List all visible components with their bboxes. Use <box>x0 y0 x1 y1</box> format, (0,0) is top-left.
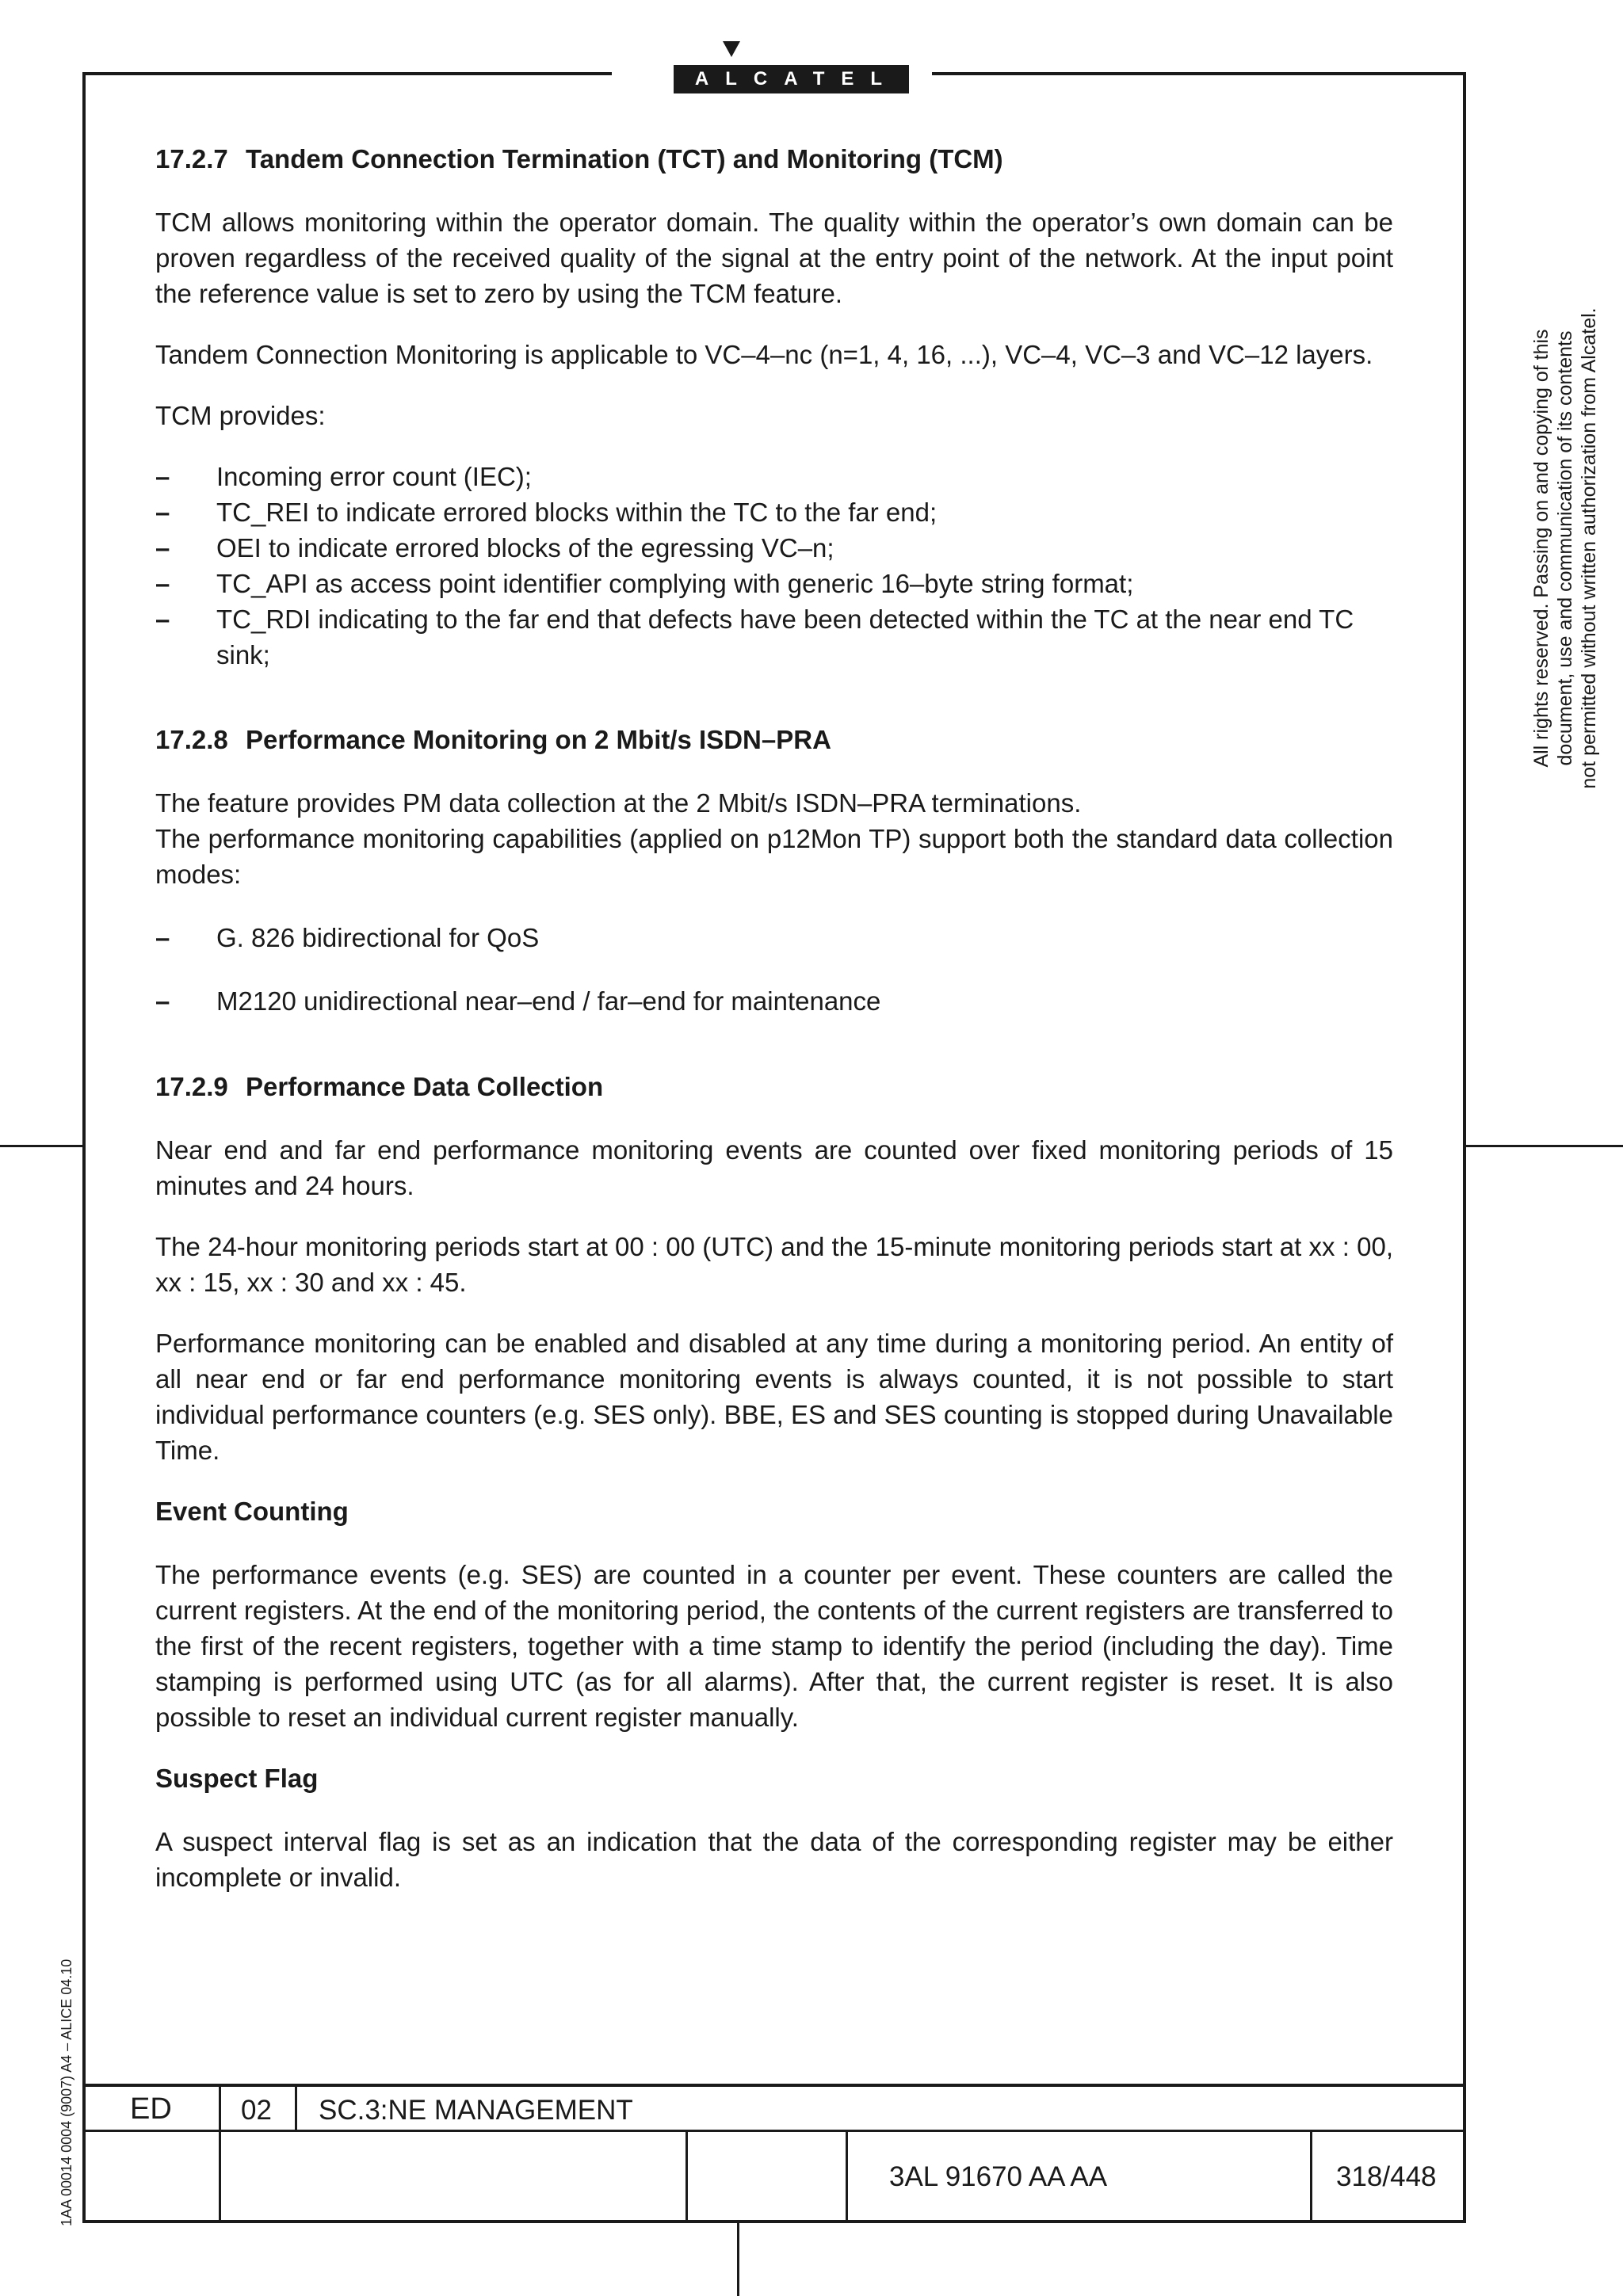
paragraph: TCM allows monitoring within the operator domain. The quality within the operator’s own domain can be proven regardless of the received quality of the signal at the entry point of the network. At the input point the reference value is set to zero by using the TCM feature. <box>155 208 1393 308</box>
frame-top-right <box>932 72 1466 75</box>
frame-top-left <box>84 72 612 75</box>
paragraph: The performance events (e.g. SES) are counted in a counter per event. These counters are called the current registers. At the end of the monitoring period, the contents of the current registers are transferred to the first of the recent registers, together with a time stamp to identify the period (including the day). Time stamping is performed using UTC (as for all alarms). After that, the current register is reset. It is also possible to reset an individual current register manually. <box>155 1560 1393 1732</box>
paragraph: The feature provides PM data collection at the 2 Mbit/s ISDN–PRA terminations. <box>155 788 1082 818</box>
form-code: 1AA 00014 0004 (9007) A4 – ALICE 04.10 <box>59 1958 74 2226</box>
list-item: – G. 826 bidirectional for QoS <box>155 923 540 952</box>
list-item: – TC_API as access point identifier complying with generic 16–byte string format; <box>155 569 1134 598</box>
footer-divider-3 <box>685 2130 688 2223</box>
list-item: – M2120 unidirectional near–end / far–end for maintenance <box>155 986 881 1016</box>
section-number: 17.2.9 <box>155 1072 228 1101</box>
footer-page-number: 318/448 <box>1336 2161 1437 2192</box>
section-number: 17.2.8 <box>155 725 228 754</box>
paragraph: Tandem Connection Monitoring is applicable to VC–4–nc (n=1, 4, 16, ...), VC–4, VC–3 and VC–12 layers. <box>155 340 1373 369</box>
paragraph: The 24-hour monitoring periods start at 00 : 00 (UTC) and the 15-minute monitoring periods start at xx : 00, xx : 15, xx : 30 and xx : 45. <box>155 1232 1393 1297</box>
section-title: Performance Monitoring on 2 Mbit/s ISDN–PRA <box>246 725 831 754</box>
footer-divider-2 <box>295 2084 297 2131</box>
copyright-line-1: All rights reserved. Passing on and copying of this <box>1530 329 1552 768</box>
paragraph: Performance monitoring can be enabled and disabled at any time during a monitoring period. An entity of all near end or far end performance monitoring events is always counted, it is not possible to start individual performance counters (e.g. SES only). BBE, ES and SES counting is stopped during Unavailable Time. <box>155 1329 1393 1465</box>
footer-tail <box>737 2223 739 2296</box>
footer-doc-code: 3AL 91670 AA AA <box>889 2161 1108 2192</box>
frame-left <box>82 72 86 2223</box>
footer-middle-border <box>82 2130 1466 2132</box>
list-item: – TC_RDI indicating to the far end that defects have been detected within the TC at the near end TC sink; <box>155 605 1354 669</box>
copyright-line-3: not permitted without written authorization from Alcatel. <box>1578 307 1600 789</box>
section-title: Performance Data Collection <box>246 1072 604 1101</box>
list-item: – Incoming error count (IEC); <box>155 462 532 491</box>
footer-title: SC.3:NE MANAGEMENT <box>319 2095 633 2126</box>
section-title: Tandem Connection Termination (TCT) and Monitoring (TCM) <box>246 144 1003 174</box>
footer-divider-5 <box>1310 2130 1312 2223</box>
section-heading-17-2-9 <box>155 1069 1393 1104</box>
logo-arrow-icon <box>723 41 740 57</box>
footer-ed-value: 02 <box>241 2095 272 2126</box>
footer-divider-1 <box>219 2084 221 2223</box>
footer-divider-4 <box>846 2130 848 2223</box>
list-item: – OEI to indicate errored blocks of the egressing VC–n; <box>155 533 834 563</box>
alcatel-logo: ALCATEL <box>674 65 909 93</box>
paragraph: A suspect interval flag is set as an indication that the data of the corresponding register may be either incomplete or invalid. <box>155 1827 1393 1892</box>
section-heading-17-2-7 <box>155 141 1393 177</box>
footer-top-border <box>82 2084 1466 2087</box>
section-number: 17.2.7 <box>155 144 228 174</box>
paragraph: TCM provides: <box>155 401 326 430</box>
paragraph: Near end and far end performance monitoring events are counted over fixed monitoring periods of 15 minutes and 24 hours. <box>155 1135 1393 1200</box>
tcm-list <box>155 459 1393 673</box>
section-heading-17-2-8 <box>155 722 1393 757</box>
fold-mark-right <box>1466 1145 1623 1147</box>
page-body <box>155 141 1393 1895</box>
frame-right <box>1463 72 1466 2223</box>
pm-modes-list <box>155 920 1393 1019</box>
subheading-suspect-flag: Suspect Flag <box>155 1764 319 1793</box>
subheading-event-counting: Event Counting <box>155 1497 349 1526</box>
footer-bottom-border <box>82 2220 1466 2223</box>
fold-mark-left <box>0 1145 82 1147</box>
footer-ed-label: ED <box>130 2092 172 2126</box>
copyright-notice <box>1529 295 1601 802</box>
copyright-line-2: document, use and communication of its contents <box>1554 330 1576 766</box>
paragraph: The performance monitoring capabilities (applied on p12Mon TP) support both the standard data collection modes: <box>155 824 1393 889</box>
list-item: – TC_REI to indicate errored blocks within the TC to the far end; <box>155 498 938 527</box>
